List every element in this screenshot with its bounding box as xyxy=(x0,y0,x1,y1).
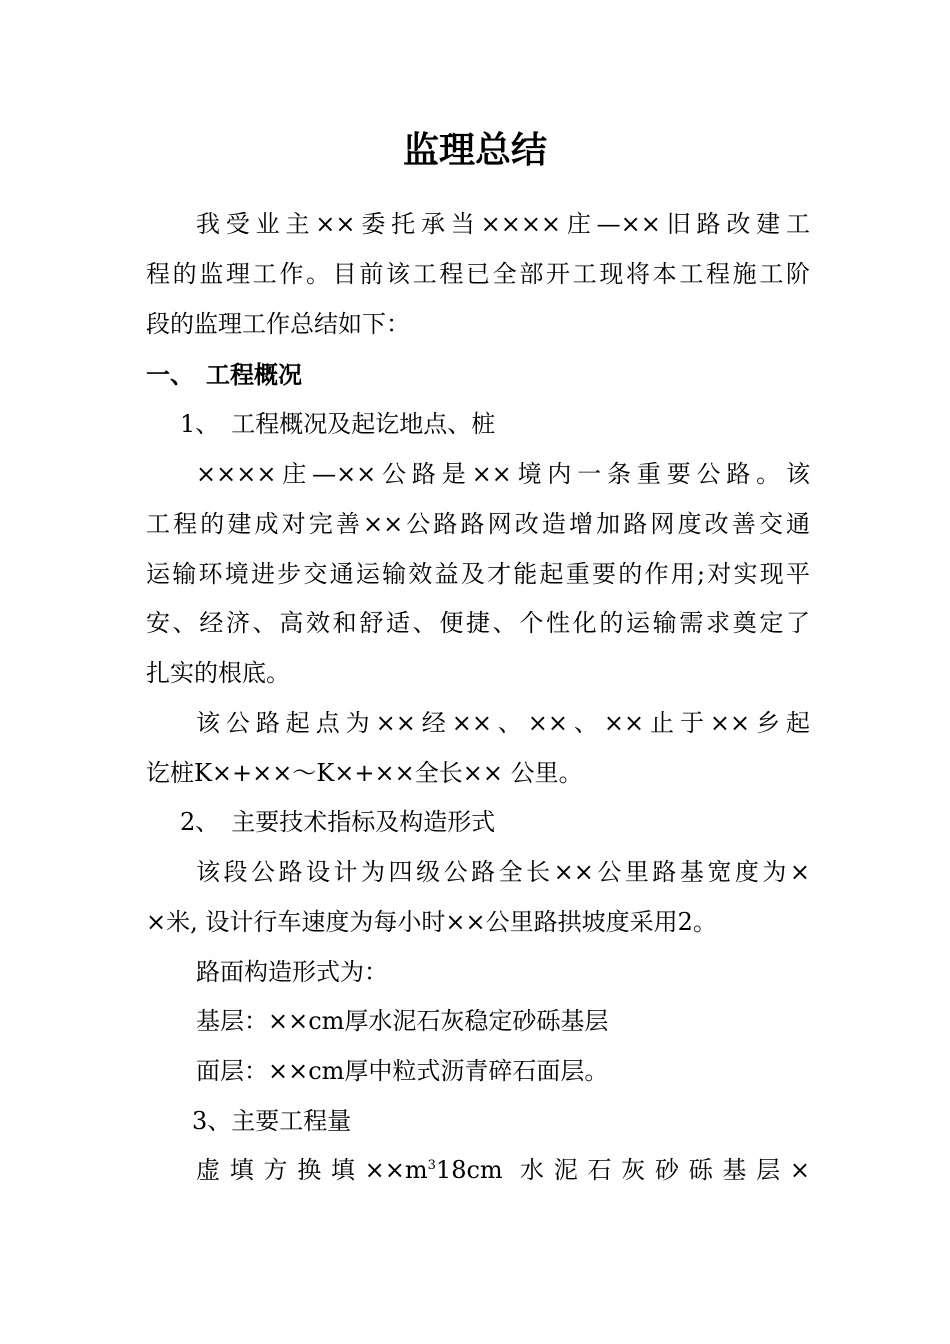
quantity-text: 虚填方换填××m xyxy=(196,1156,428,1184)
body-line: 面层：××cm厚中粒式沥青碎石面层。 xyxy=(196,1057,609,1085)
body-line: 我受业主××委托承当××××庄—××旧路改建工 xyxy=(196,210,810,238)
subsection-heading: 2、 主要技术指标及构造形式 xyxy=(180,808,496,836)
body-line: 该段公路设计为四级公路全长××公里路基宽度为× xyxy=(196,858,810,886)
section-heading: 一、 工程概况 xyxy=(146,360,302,389)
body-line: 扎实的根底。 xyxy=(146,659,290,687)
body-line: 安、经济、高效和舒适、便捷、个性化的运输需求奠定了 xyxy=(146,609,810,637)
body-line: ××××庄—××公路是××境内一条重要公路。该 xyxy=(196,460,810,488)
document-title: 监理总结 xyxy=(402,129,547,171)
body-line: 运输环境进步交通运输效益及才能起重要的作用;对实现平 xyxy=(146,560,810,588)
superscript-3: 3 xyxy=(427,1158,436,1173)
body-line: 路面构造形式为： xyxy=(196,958,388,986)
body-line: 该公路起点为××经××、××、××止于××乡起 xyxy=(196,709,810,737)
quantity-text-rest: 18cm 水泥石灰砂砾基层× xyxy=(435,1156,810,1184)
body-line: 讫桩K×+××～K×+××全长×× 公里。 xyxy=(146,759,583,787)
subsection-heading: 3、主要工程量 xyxy=(192,1107,352,1135)
body-line: 基层：××cm厚水泥石灰稳定砂砾基层 xyxy=(196,1007,609,1035)
body-line: 段的监理工作总结如下： xyxy=(146,310,410,338)
body-line-last xyxy=(146,1154,810,1186)
body-line: ×米, 设计行车速度为每小时××公里路拱坡度采用2。 xyxy=(146,908,717,936)
subsection-heading: 1、 工程概况及起讫地点、桩 xyxy=(180,410,496,438)
body-line: 工程的建成对完善××公路路网改造增加路网度改善交通 xyxy=(146,510,810,538)
body-line: 程的监理工作。目前该工程已全部开工现将本工程施工阶 xyxy=(146,260,810,288)
